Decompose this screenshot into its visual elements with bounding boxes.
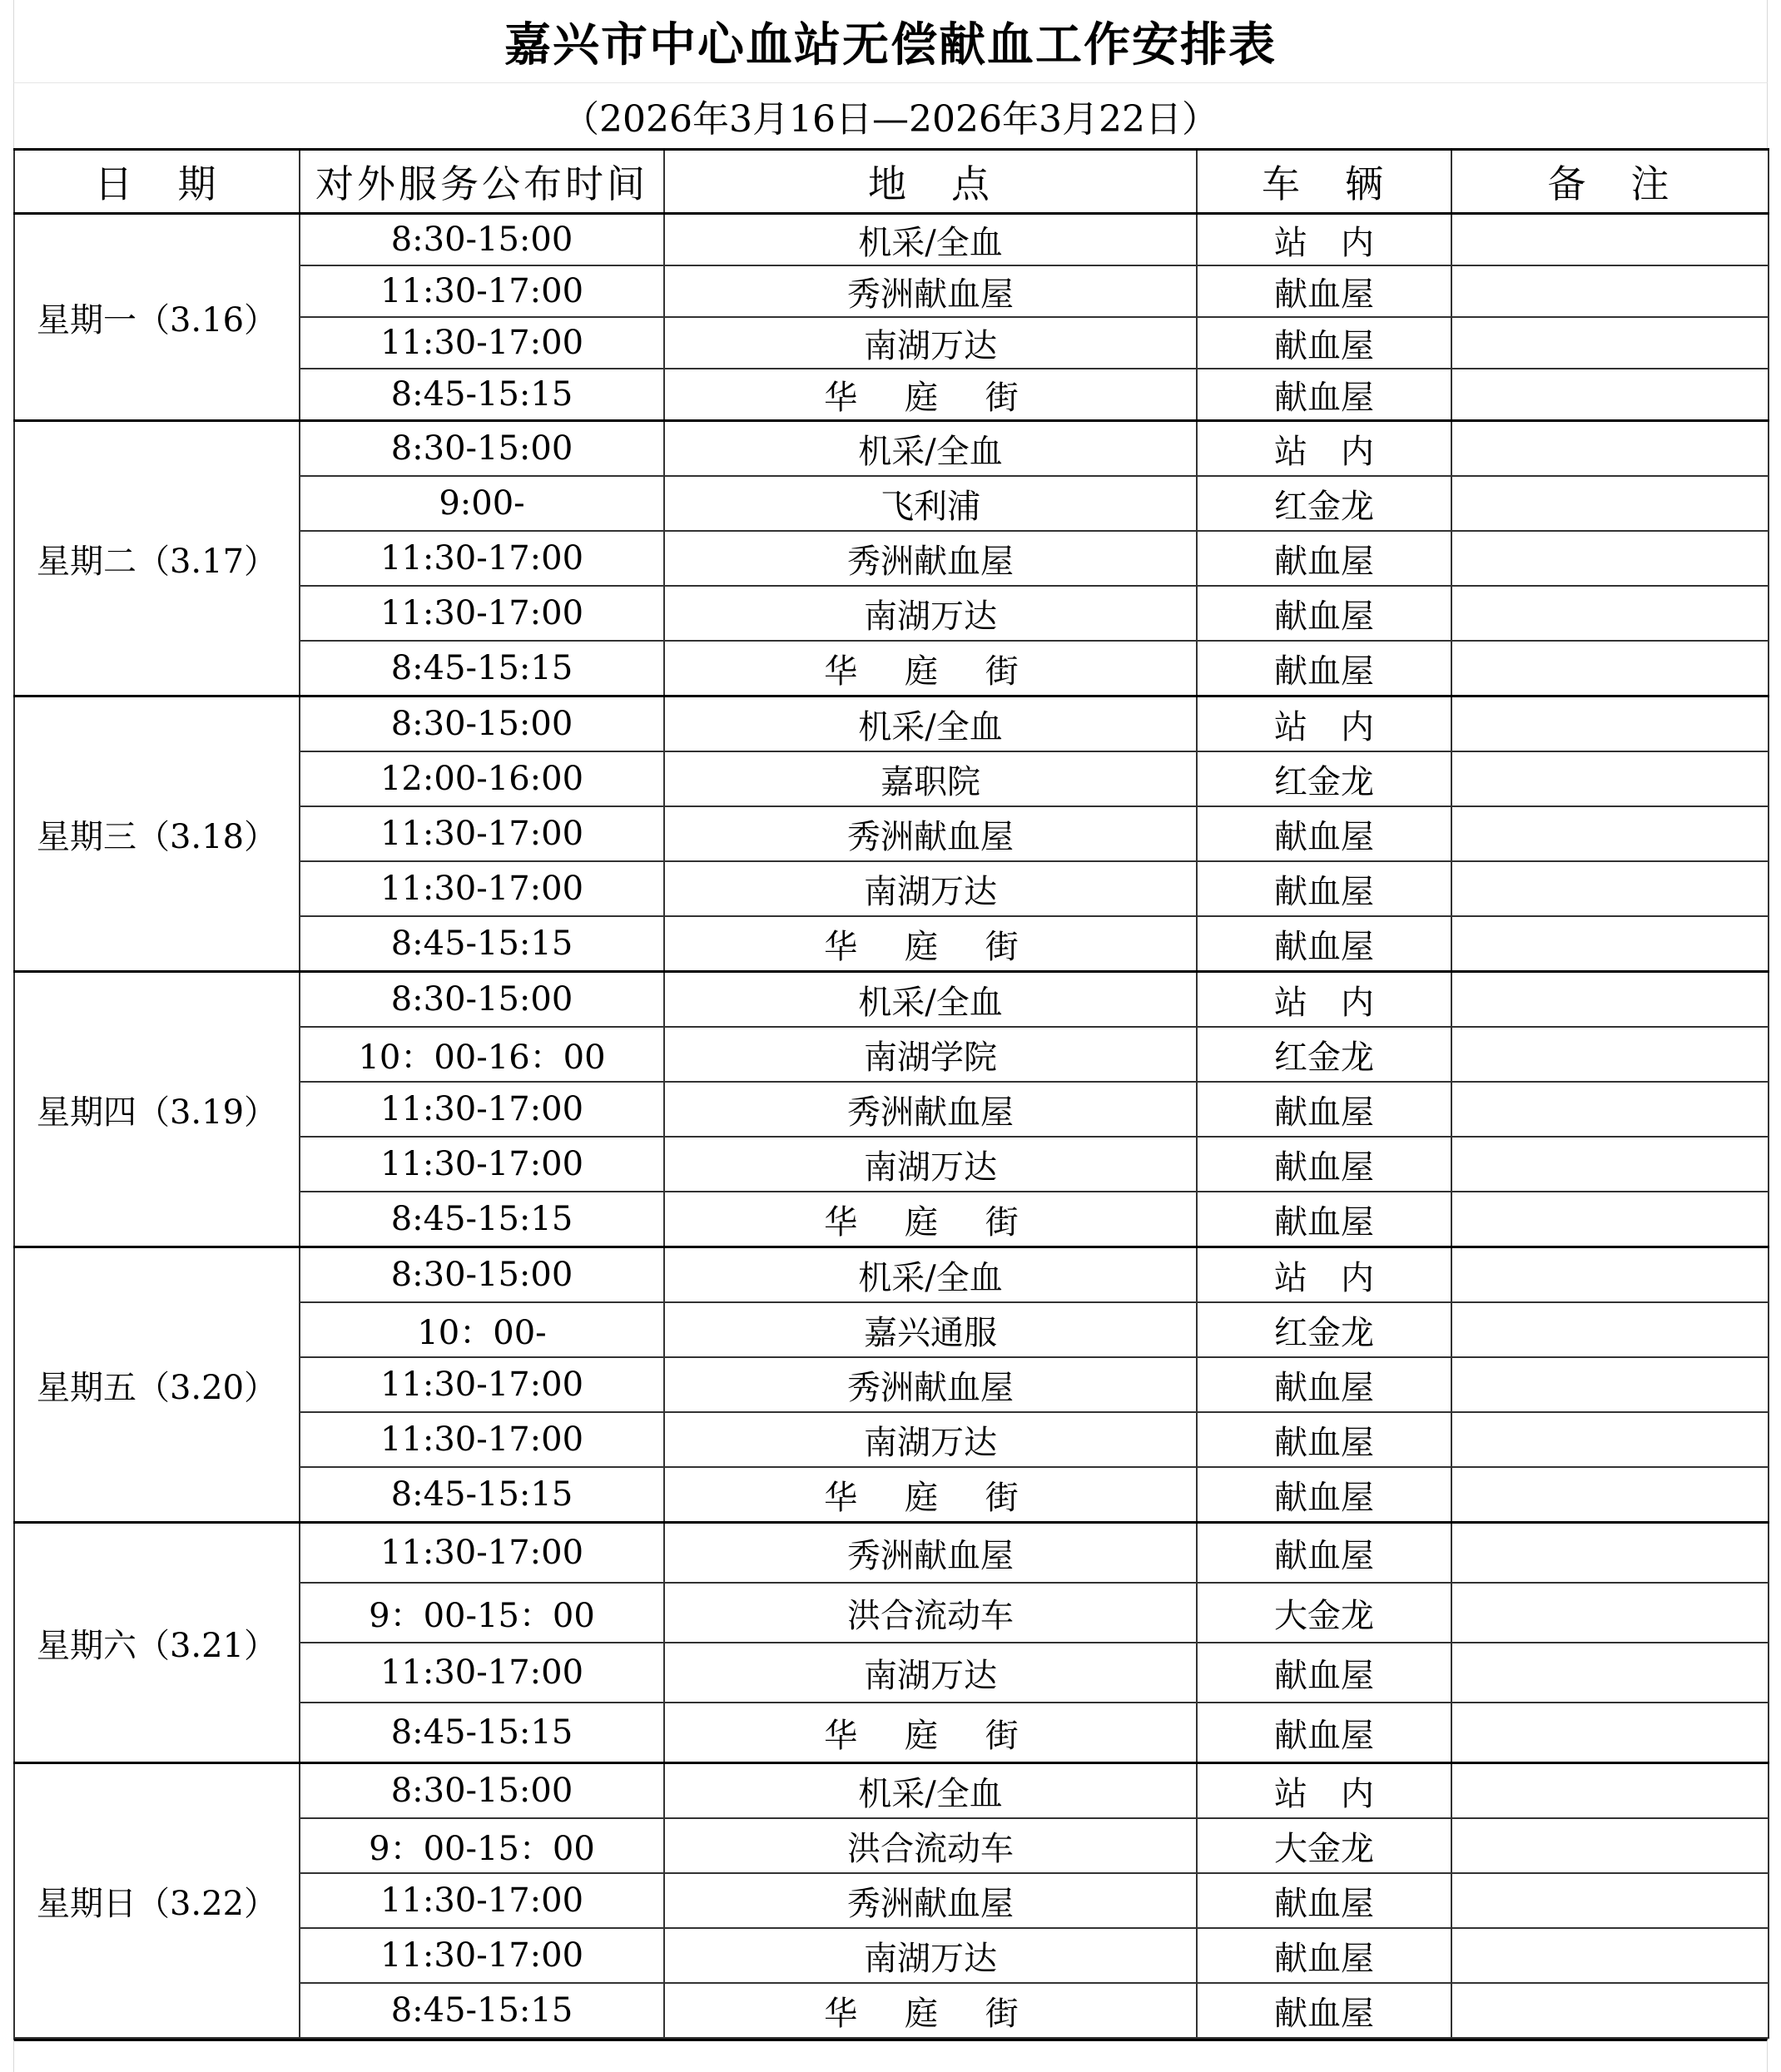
time-cell: 11:30-17:00 xyxy=(300,586,664,641)
time-cell: 11:30-17:00 xyxy=(300,861,664,916)
vehicle-cell: 献血屋 xyxy=(1197,1873,1451,1928)
remark-cell xyxy=(1451,1703,1769,1763)
vehicle-cell: 献血屋 xyxy=(1197,265,1451,317)
vehicle-cell: 献血屋 xyxy=(1197,1467,1451,1523)
day-group-monday xyxy=(14,214,1769,421)
location-cell: 机采/全血 xyxy=(664,972,1197,1028)
location-cell: 华 庭 街 xyxy=(664,1983,1197,2038)
location-cell: 机采/全血 xyxy=(664,1763,1197,1819)
remark-cell xyxy=(1451,1027,1769,1082)
remark-cell xyxy=(1451,1192,1769,1247)
header-vehicle: 车 辆 xyxy=(1197,150,1451,214)
location-cell: 秀洲献血屋 xyxy=(664,806,1197,861)
day-label: 星期一（3.16） xyxy=(14,214,300,421)
time-cell: 8:30-15:00 xyxy=(300,1247,664,1303)
location-cell: 南湖万达 xyxy=(664,1643,1197,1703)
vehicle-cell: 站 内 xyxy=(1197,1247,1451,1303)
time-cell: 11:30-17:00 xyxy=(300,1643,664,1703)
time-cell: 9：00-15：00 xyxy=(300,1818,664,1873)
remark-cell xyxy=(1451,317,1769,369)
time-cell: 8:45-15:15 xyxy=(300,1703,664,1763)
table-row xyxy=(14,972,1769,1028)
remark-cell xyxy=(1451,1763,1769,1819)
location-cell: 秀洲献血屋 xyxy=(664,1873,1197,1928)
location-cell: 华 庭 街 xyxy=(664,641,1197,696)
time-cell: 8:45-15:15 xyxy=(300,916,664,972)
location-cell: 南湖万达 xyxy=(664,586,1197,641)
vehicle-cell: 站 内 xyxy=(1197,972,1451,1028)
remark-cell xyxy=(1451,586,1769,641)
location-cell: 华 庭 街 xyxy=(664,1703,1197,1763)
vehicle-cell: 献血屋 xyxy=(1197,1357,1451,1412)
time-cell: 9:00- xyxy=(300,476,664,531)
table-row xyxy=(14,1247,1769,1303)
time-cell: 11:30-17:00 xyxy=(300,1082,664,1137)
remark-cell xyxy=(1451,1082,1769,1137)
day-label: 星期五（3.20） xyxy=(14,1247,300,1523)
vehicle-cell: 献血屋 xyxy=(1197,1412,1451,1467)
header-date: 日 期 xyxy=(14,150,300,214)
day-group-tuesday xyxy=(14,421,1769,696)
vehicle-cell: 献血屋 xyxy=(1197,861,1451,916)
vehicle-cell: 献血屋 xyxy=(1197,369,1451,421)
location-cell: 飞利浦 xyxy=(664,476,1197,531)
location-cell: 机采/全血 xyxy=(664,1247,1197,1303)
remark-cell xyxy=(1451,806,1769,861)
day-group-friday xyxy=(14,1247,1769,1523)
vehicle-cell: 红金龙 xyxy=(1197,476,1451,531)
location-cell: 华 庭 街 xyxy=(664,1467,1197,1523)
schedule-table xyxy=(13,148,1769,2039)
day-group-sunday xyxy=(14,1763,1769,2039)
location-cell: 洪合流动车 xyxy=(664,1583,1197,1643)
remark-cell xyxy=(1451,696,1769,752)
vehicle-cell: 大金龙 xyxy=(1197,1818,1451,1873)
remark-cell xyxy=(1451,1357,1769,1412)
day-group-saturday xyxy=(14,1523,1769,1763)
vehicle-cell: 红金龙 xyxy=(1197,1302,1451,1357)
remark-cell xyxy=(1451,861,1769,916)
location-cell: 机采/全血 xyxy=(664,421,1197,477)
time-cell: 11:30-17:00 xyxy=(300,1523,664,1584)
remark-cell xyxy=(1451,1302,1769,1357)
time-cell: 11:30-17:00 xyxy=(300,1137,664,1192)
time-cell: 8:45-15:15 xyxy=(300,1467,664,1523)
time-cell: 8:30-15:00 xyxy=(300,1763,664,1819)
time-cell: 12:00-16:00 xyxy=(300,751,664,806)
table-row xyxy=(14,421,1769,477)
vehicle-cell: 红金龙 xyxy=(1197,1027,1451,1082)
vehicle-cell: 献血屋 xyxy=(1197,1703,1451,1763)
table-row xyxy=(14,214,1769,266)
vehicle-cell: 献血屋 xyxy=(1197,1643,1451,1703)
vehicle-cell: 献血屋 xyxy=(1197,641,1451,696)
vehicle-cell: 献血屋 xyxy=(1197,1983,1451,2038)
location-cell: 南湖万达 xyxy=(664,1137,1197,1192)
remark-cell xyxy=(1451,751,1769,806)
vehicle-cell: 站 内 xyxy=(1197,696,1451,752)
remark-cell xyxy=(1451,265,1769,317)
location-cell: 南湖万达 xyxy=(664,861,1197,916)
table-row xyxy=(14,696,1769,752)
sheet-footer xyxy=(13,2039,1768,2072)
location-cell: 南湖万达 xyxy=(664,1928,1197,1983)
time-cell: 11:30-17:00 xyxy=(300,317,664,369)
time-cell: 11:30-17:00 xyxy=(300,1873,664,1928)
vehicle-cell: 献血屋 xyxy=(1197,317,1451,369)
time-cell: 8:45-15:15 xyxy=(300,641,664,696)
time-cell: 8:30-15:00 xyxy=(300,972,664,1028)
location-cell: 华 庭 街 xyxy=(664,916,1197,972)
time-cell: 8:45-15:15 xyxy=(300,1192,664,1247)
location-cell: 华 庭 街 xyxy=(664,1192,1197,1247)
time-cell: 10：00-16：00 xyxy=(300,1027,664,1082)
remark-cell xyxy=(1451,531,1769,586)
vehicle-cell: 献血屋 xyxy=(1197,1192,1451,1247)
day-label: 星期三（3.18） xyxy=(14,696,300,972)
remark-cell xyxy=(1451,1137,1769,1192)
location-cell: 秀洲献血屋 xyxy=(664,531,1197,586)
remark-cell xyxy=(1451,1467,1769,1523)
remark-cell xyxy=(1451,1247,1769,1303)
remark-cell xyxy=(1451,1873,1769,1928)
time-cell: 11:30-17:00 xyxy=(300,1412,664,1467)
time-cell: 11:30-17:00 xyxy=(300,531,664,586)
page-title: 嘉兴市中心血站无偿献血工作安排表 xyxy=(13,0,1768,83)
location-cell: 华 庭 街 xyxy=(664,369,1197,421)
time-cell: 8:45-15:15 xyxy=(300,369,664,421)
vehicle-cell: 站 内 xyxy=(1197,1763,1451,1819)
vehicle-cell: 献血屋 xyxy=(1197,586,1451,641)
remark-cell xyxy=(1451,916,1769,972)
location-cell: 洪合流动车 xyxy=(664,1818,1197,1873)
location-cell: 机采/全血 xyxy=(664,214,1197,266)
day-label: 星期四（3.19） xyxy=(14,972,300,1247)
remark-cell xyxy=(1451,421,1769,477)
location-cell: 秀洲献血屋 xyxy=(664,1082,1197,1137)
time-cell: 11:30-17:00 xyxy=(300,1357,664,1412)
header-time: 对外服务公布时间 xyxy=(300,150,664,214)
header-location: 地 点 xyxy=(664,150,1197,214)
location-cell: 南湖万达 xyxy=(664,317,1197,369)
vehicle-cell: 大金龙 xyxy=(1197,1583,1451,1643)
location-cell: 机采/全血 xyxy=(664,696,1197,752)
time-cell: 10：00- xyxy=(300,1302,664,1357)
table-header-row xyxy=(14,150,1769,214)
location-cell: 嘉职院 xyxy=(664,751,1197,806)
remark-cell xyxy=(1451,1412,1769,1467)
header-remark: 备 注 xyxy=(1451,150,1769,214)
time-cell: 9：00-15：00 xyxy=(300,1583,664,1643)
remark-cell xyxy=(1451,1818,1769,1873)
time-cell: 8:30-15:00 xyxy=(300,696,664,752)
location-cell: 嘉兴通服 xyxy=(664,1302,1197,1357)
location-cell: 南湖万达 xyxy=(664,1412,1197,1467)
location-cell: 南湖学院 xyxy=(664,1027,1197,1082)
date-range-subtitle: （2026年3月16日—2026年3月22日） xyxy=(13,83,1768,148)
vehicle-cell: 献血屋 xyxy=(1197,1523,1451,1584)
vehicle-cell: 献血屋 xyxy=(1197,1928,1451,1983)
remark-cell xyxy=(1451,1523,1769,1584)
time-cell: 11:30-17:00 xyxy=(300,1928,664,1983)
vehicle-cell: 献血屋 xyxy=(1197,1082,1451,1137)
vehicle-cell: 献血屋 xyxy=(1197,806,1451,861)
vehicle-cell: 站 内 xyxy=(1197,214,1451,266)
time-cell: 8:30-15:00 xyxy=(300,421,664,477)
time-cell: 11:30-17:00 xyxy=(300,265,664,317)
vehicle-cell: 献血屋 xyxy=(1197,1137,1451,1192)
day-group-wednesday xyxy=(14,696,1769,972)
vehicle-cell: 献血屋 xyxy=(1197,531,1451,586)
remark-cell xyxy=(1451,1983,1769,2038)
remark-cell xyxy=(1451,641,1769,696)
day-label: 星期六（3.21） xyxy=(14,1523,300,1763)
vehicle-cell: 献血屋 xyxy=(1197,916,1451,972)
remark-cell xyxy=(1451,214,1769,266)
remark-cell xyxy=(1451,972,1769,1028)
location-cell: 秀洲献血屋 xyxy=(664,1357,1197,1412)
day-label: 星期日（3.22） xyxy=(14,1763,300,2039)
remark-cell xyxy=(1451,1583,1769,1643)
time-cell: 11:30-17:00 xyxy=(300,806,664,861)
location-cell: 秀洲献血屋 xyxy=(664,1523,1197,1584)
remark-cell xyxy=(1451,1928,1769,1983)
vehicle-cell: 红金龙 xyxy=(1197,751,1451,806)
remark-cell xyxy=(1451,476,1769,531)
day-group-thursday xyxy=(14,972,1769,1247)
remark-cell xyxy=(1451,369,1769,421)
day-label: 星期二（3.17） xyxy=(14,421,300,696)
table-row xyxy=(14,1523,1769,1584)
time-cell: 8:45-15:15 xyxy=(300,1983,664,2038)
remark-cell xyxy=(1451,1643,1769,1703)
table-row xyxy=(14,1763,1769,1819)
location-cell: 秀洲献血屋 xyxy=(664,265,1197,317)
time-cell: 8:30-15:00 xyxy=(300,214,664,266)
vehicle-cell: 站 内 xyxy=(1197,421,1451,477)
schedule-sheet xyxy=(13,0,1768,2072)
